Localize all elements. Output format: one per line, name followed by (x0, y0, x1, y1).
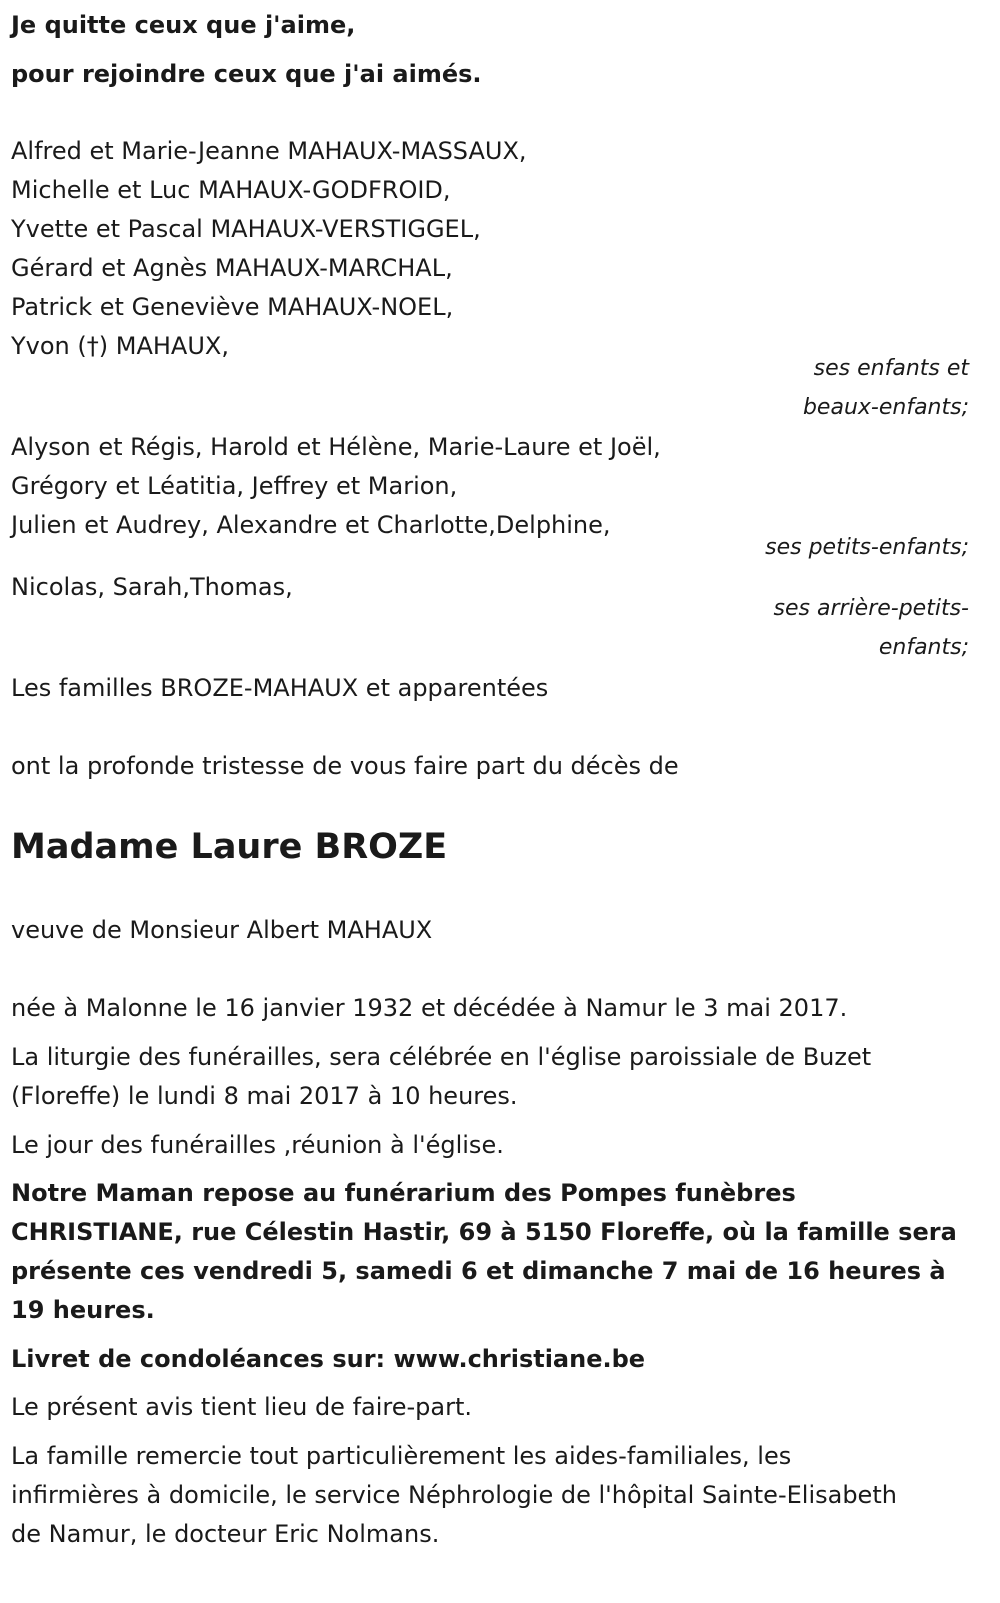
grandchildren-line-2: Grégory et Léatitia, Jeffrey et Marion, (11, 472, 458, 500)
children-role-line-1: ses enfants et (813, 356, 969, 381)
thanks-line-3: de Namur, le docteur Eric Nolmans. (11, 1520, 440, 1548)
children-line-2: Michelle et Luc MAHAUX-GODFROID, (11, 176, 451, 204)
notice-line: Le présent avis tient lieu de faire-part. (11, 1393, 473, 1421)
announcement-line: ont la profonde tristesse de vous faire part du décès de (11, 752, 679, 780)
children-line-1: Alfred et Marie-Jeanne MAHAUX-MASSAUX, (11, 137, 527, 165)
quote-line-2: pour rejoindre ceux que j'ai aimés. (11, 60, 482, 88)
visitation-line-1: Notre Maman repose au funérarium des Pompes funèbres (11, 1179, 796, 1207)
visitation-line-2: CHRISTIANE, rue Célestin Hastir, 69 à 5150 Floreffe, où la famille sera (11, 1218, 957, 1246)
children-line-4: Gérard et Agnès MAHAUX-MARCHAL, (11, 254, 453, 282)
children-line-5: Patrick et Geneviève MAHAUX-NOEL, (11, 293, 454, 321)
widow-of-line: veuve de Monsieur Albert MAHAUX (11, 916, 433, 944)
liturgy-line-1: La liturgie des funérailles, sera célébrée en l'église paroissiale de Buzet (11, 1043, 872, 1071)
gathering-line: Le jour des funérailles ,réunion à l'église. (11, 1131, 504, 1159)
visitation-line-4: 19 heures. (11, 1296, 155, 1324)
deceased-name: Madame Laure BROZE (11, 827, 448, 867)
great-grandchildren-role-line-1: ses arrière-petits- (773, 596, 969, 621)
children-role-line-2: beaux-enfants; (802, 395, 969, 420)
thanks-line-2: infirmières à domicile, le service Néphrologie de l'hôpital Sainte-Elisabeth (11, 1481, 897, 1509)
grandchildren-line-1: Alyson et Régis, Harold et Hélène, Marie-Laure et Joël, (11, 433, 661, 461)
children-line-3: Yvette et Pascal MAHAUX-VERSTIGGEL, (11, 215, 481, 243)
liturgy-line-2: (Floreffe) le lundi 8 mai 2017 à 10 heures. (11, 1082, 518, 1110)
great-grandchildren-role-line-2: enfants; (878, 635, 969, 660)
children-line-6: Yvon (†) MAHAUX, (11, 332, 229, 360)
grandchildren-line-3: Julien et Audrey, Alexandre et Charlotte,Delphine, (11, 511, 611, 539)
grandchildren-role: ses petits-enfants; (765, 535, 969, 560)
quote-line-1: Je quitte ceux que j'aime, (11, 11, 356, 39)
great-grandchildren-line: Nicolas, Sarah,Thomas, (11, 573, 293, 601)
visitation-line-3: présente ces vendredi 5, samedi 6 et dimanche 7 mai de 16 heures à (11, 1257, 946, 1285)
thanks-line-1: La famille remercie tout particulièrement les aides-familiales, les (11, 1442, 792, 1470)
condolences-line: Livret de condoléances sur: www.christiane.be (11, 1345, 646, 1373)
families-line: Les familles BROZE-MAHAUX et apparentées (11, 674, 549, 702)
birth-death-dates: née à Malonne le 16 janvier 1932 et décédée à Namur le 3 mai 2017. (11, 994, 848, 1022)
